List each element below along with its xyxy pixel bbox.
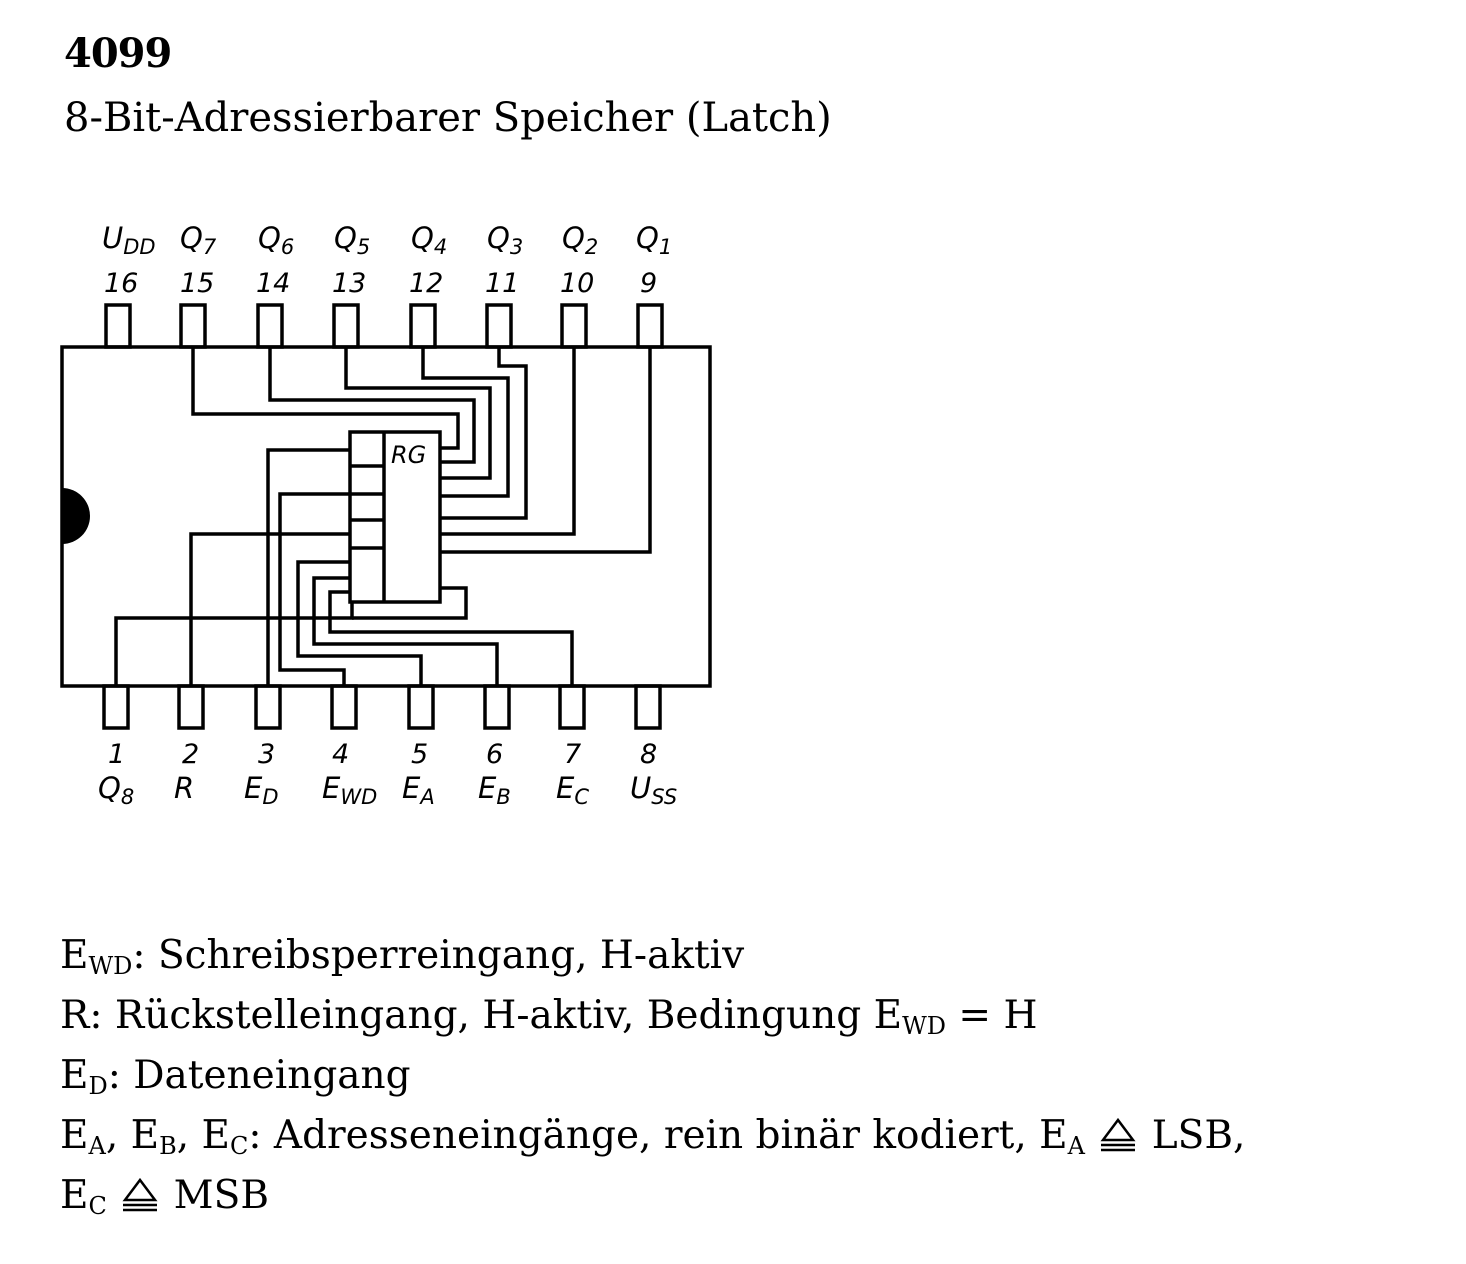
legend-subscript: D (88, 1072, 108, 1100)
legend-text: = H (946, 993, 1038, 1038)
pin-5 (409, 686, 433, 728)
legend-subscript: C (88, 1192, 107, 1220)
legend-text: MSB (161, 1173, 269, 1218)
pin-4-name: $E_{WD}$ (322, 771, 378, 809)
pin-10-number: 10 (560, 268, 595, 299)
ic-package (62, 347, 710, 686)
pin-8 (636, 686, 660, 728)
pin-16-name: $U_{DD}$ (102, 221, 156, 259)
pin-9-number: 9 (640, 268, 658, 299)
ic-description: 8-Bit-Adressierbarer Speicher (Latch) (64, 95, 832, 141)
pin-11-number: 11 (485, 268, 520, 299)
pin-10 (562, 305, 586, 347)
legend-text: , E (105, 1113, 160, 1158)
pin-15-number: 15 (180, 268, 215, 299)
corresponds-icon (1097, 1114, 1139, 1154)
pin-11-name: $Q_3$ (487, 221, 524, 259)
pin-11 (487, 305, 511, 347)
pin-6 (485, 686, 509, 728)
ic-code: 4099 (64, 30, 172, 77)
wire-q4 (423, 347, 508, 496)
pin-10-name: $Q_2$ (562, 221, 599, 259)
pin-6-name: $E_B$ (478, 771, 511, 809)
legend-text: : Schreibsperreingang, H-aktiv (132, 933, 745, 978)
pin-14-number: 14 (256, 268, 291, 299)
wire-q6 (270, 347, 474, 462)
legend-subscript: WD (902, 1012, 947, 1040)
pin-2-number: 2 (182, 739, 200, 770)
legend-ed (60, 1048, 1245, 1108)
pin-4 (332, 686, 356, 728)
pin-7-name: $E_C$ (556, 771, 589, 809)
pin-16 (106, 305, 130, 347)
pin-2-name: R (174, 771, 195, 805)
pin-legend (60, 928, 1245, 1228)
pin-16-number: 16 (104, 268, 139, 299)
pin-5-number: 5 (411, 739, 429, 770)
pin-12 (411, 305, 435, 347)
legend-msb (60, 1168, 1245, 1228)
pin-5-name: $E_A$ (402, 771, 435, 809)
pin-8-name: $U_{SS}$ (630, 771, 678, 809)
legend-ewd (60, 928, 1245, 988)
pin-13-name: $Q_5$ (334, 221, 371, 259)
legend-symbol: E (60, 1113, 89, 1158)
legend-subscript: A (88, 1132, 106, 1160)
package-notch (62, 488, 90, 544)
bottom-pin-labels (98, 739, 677, 809)
pin-7-number: 7 (564, 739, 582, 770)
pin-14-name: $Q_6$ (258, 221, 295, 259)
wire-ea (298, 562, 421, 686)
pin-9 (638, 305, 662, 347)
legend-text: : Adresseneingänge, rein binär kodiert, E (248, 1113, 1068, 1158)
legend-r (60, 988, 1245, 1048)
legend-text: R: Rückstelleingang, H-aktiv, Bedingung E (60, 993, 903, 1038)
legend-text: LSB, (1139, 1113, 1246, 1158)
legend-text: , E (176, 1113, 230, 1158)
legend-subscript: A (1067, 1132, 1085, 1160)
pin-6-number: 6 (486, 739, 504, 770)
legend-symbol: E (60, 933, 89, 978)
pin-1 (104, 686, 128, 728)
pin-12-name: $Q_4$ (411, 221, 448, 259)
wire-r (191, 534, 350, 686)
corresponds-icon (119, 1174, 161, 1214)
pin-7 (560, 686, 584, 728)
pin-3 (256, 686, 280, 728)
pin-3-name: $E_D$ (244, 771, 279, 809)
legend-address (60, 1108, 1245, 1168)
pin-2 (179, 686, 203, 728)
legend-subscript: WD (88, 952, 133, 980)
top-pin-labels (102, 221, 672, 299)
legend-subscript: C (230, 1132, 249, 1160)
wire-ec (330, 592, 572, 686)
pin-3-number: 3 (258, 739, 276, 770)
pin-15 (181, 305, 205, 347)
pin-15-name: $Q_7$ (180, 221, 217, 259)
wire-q3 (440, 347, 526, 518)
pin-1-name: $Q_8$ (98, 771, 135, 809)
legend-symbol: E (60, 1173, 89, 1218)
register-label: RG (391, 441, 427, 469)
pin-12-number: 12 (409, 268, 444, 299)
legend-symbol: E (60, 1053, 89, 1098)
legend-subscript: B (159, 1132, 177, 1160)
pin-4-number: 4 (332, 739, 350, 770)
pin-13 (334, 305, 358, 347)
pin-14 (258, 305, 282, 347)
pin-1-number: 1 (108, 739, 126, 770)
pin-9-name: $Q_1$ (636, 221, 673, 259)
pin-8-number: 8 (640, 739, 658, 770)
legend-text: : Dateneingang (107, 1053, 411, 1098)
pin-13-number: 13 (332, 268, 367, 299)
